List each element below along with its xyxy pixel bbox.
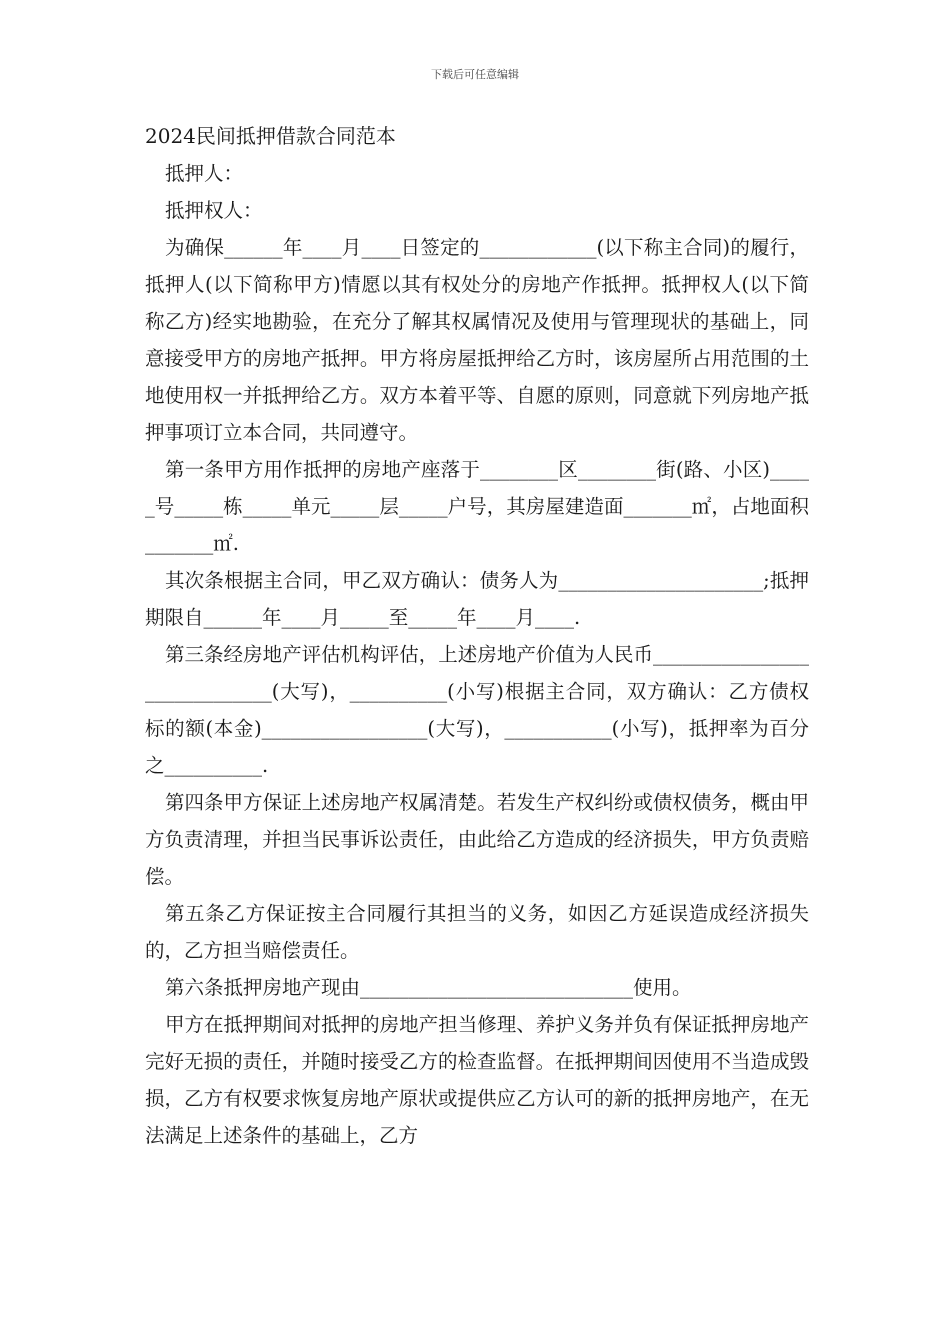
paragraph-preamble: 为确保______年____月____日签定的____________(以下称主合同)的履行，抵押人(以下简称甲方)情愿以其有权处分的房地产作抵押。抵押权人(以下简称乙方)经实地勘验，在充分了解其权属情况及使用与管理现状的基础上，同意接受甲方的房地产抵押。甲方将房屋抵押给乙方时，该房屋所占用范围的土地使用权一并抵押给乙方。双方本着平等、自愿的原则，同意就下列房地产抵押事项订立本合同，共同遵守。 bbox=[145, 236, 809, 444]
paragraph-maintenance: 甲方在抵押期间对抵押的房地产担当修理、养护义务并负有保证抵押房地产完好无损的责任，并随时接受乙方的检查监督。在抵押期间因使用不当造成毁损，乙方有权要求恢复房地产原状或提供应乙方认可的新的抵押房地产，在无法满足上述条件的基础上，乙方 bbox=[145, 1013, 809, 1147]
paragraph-mortgagee: 抵押权人： bbox=[165, 199, 263, 222]
paragraph-article-1: 第一条甲方用作抵押的房地产座落于________区________街(路、小区)_____号_____栋_____单元_____层_____户号，其房屋建造面_______㎡，占地面积_______㎡. bbox=[145, 458, 809, 555]
header-note: 下载后可任意编辑 bbox=[431, 68, 519, 81]
paragraph-article-5: 第五条乙方保证按主合同履行其担当的义务，如因乙方延误造成经济损失的，乙方担当赔偿责任。 bbox=[145, 902, 809, 962]
paragraph-mortgagor: 抵押人： bbox=[165, 162, 244, 185]
paragraph-article-4: 第四条甲方保证上述房地产权属清楚。若发生产权纠纷或债权债务，概由甲方负责清理，并担当民事诉讼责任，由此给乙方造成的经济损失，甲方负责赔偿。 bbox=[145, 791, 809, 888]
paragraph-article-6: 第六条抵押房地产现由____________________________使用。 bbox=[165, 976, 692, 999]
document-title: 2024民间抵押借款合同范本 bbox=[145, 124, 396, 148]
paragraph-article-3: 第三条经房地产评估机构评估，上述房地产价值为人民币_____________________________(大写)，__________(小写)根据主合同，双方确认：乙方债权标的额(本金)_________________(大写)，___________(小写)，抵押率为百分之__________. bbox=[145, 643, 809, 777]
document-body bbox=[145, 117, 809, 1154]
paragraph-article-2: 其次条根据主合同，甲乙双方确认：债务人为_____________________;抵押期限自______年____月_____至_____年____月____. bbox=[145, 569, 809, 629]
